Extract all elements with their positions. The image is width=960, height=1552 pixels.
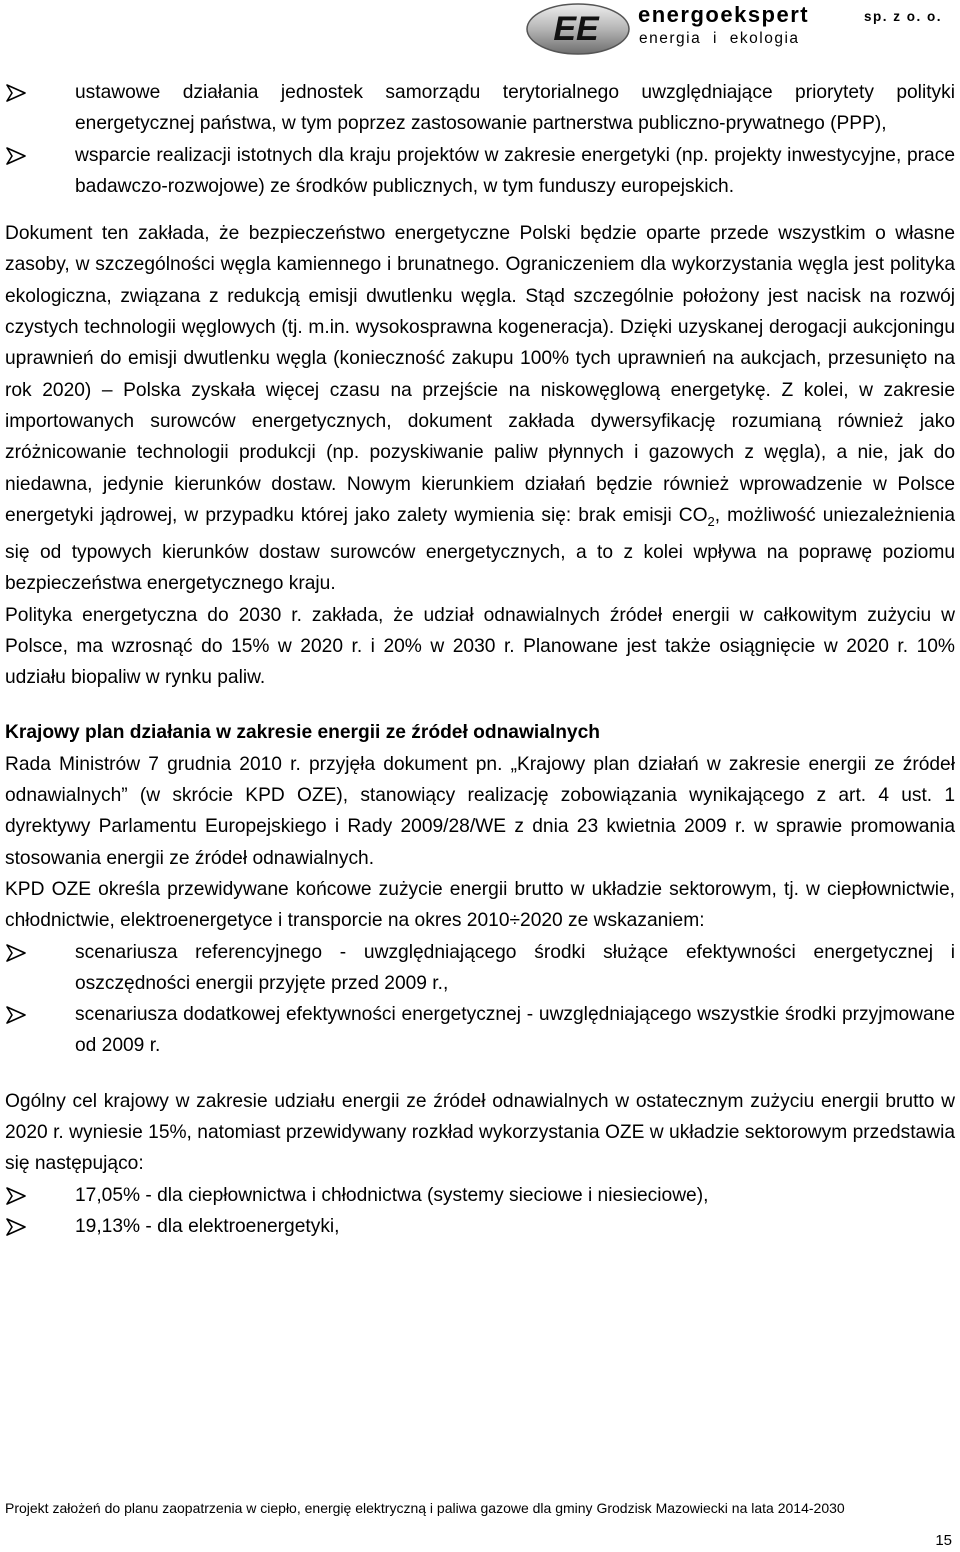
paragraph-kpd-oze: Rada Ministrów 7 grudnia 2010 r. przyjęła dokument pn. „Krajowy plan działań w zakresie energii ze źródeł odnawialnych” (w skrócie KPD OZE), stanowiący realizację zobowiązania wynikającego z art. 4 ust. 1 dyrektywy Parlamentu Europejskiego i Rady 2009/28/WE z dnia 23 kwietnia 2009 r. w sprawie promowania stosowania energii ze źródeł odnawialnych. — [5, 753, 955, 869]
list-item-text: wsparcie realizacji istotnych dla kraju projektów w zakresie energetyki (np. projekty inwestycyjne, prace badawczo-rozwojowe) ze środków publicznych, w tym funduszy europejskich. — [75, 144, 955, 197]
list-item-text: scenariusza referencyjnego - uwzględniającego środki służące efektywności energetycznej i oszczędności energii przyjęte przed 2009 r., — [75, 941, 955, 994]
arrow-bullet-icon — [5, 84, 27, 102]
arrow-bullet-icon — [5, 1218, 27, 1236]
list-item — [5, 140, 955, 203]
paragraph-kpd-scope: KPD OZE określa przewidywane końcowe zużycie energii brutto w układzie sektorowym, tj. w ciepłownictwie, chłodnictwie, elektroenergetyce i transporcie na okres 2010÷2020 ze wskazaniem: — [5, 878, 955, 932]
list-item-text: 19,13% - dla elektroenergetyki, — [75, 1215, 340, 1237]
paragraph-national-target: Ogólny cel krajowy w zakresie udziału energii ze źródeł odnawialnych w ostatecznym zużyciu energii brutto w 2020 r. wyniesie 15%, natomiast przewidywany rozkład wykorzystania OZE w układzie sektorowym przedstawia się następująco: — [5, 1090, 955, 1175]
list-item — [5, 1211, 955, 1242]
energoekspert-logo — [525, 2, 631, 56]
brand-name: energoekspert — [638, 2, 810, 27]
page-number: 15 — [935, 1532, 952, 1549]
document-body — [5, 77, 955, 1242]
footer-document-title: Projekt założeń do planu zaopatrzenia w ciepło, energię elektryczną i paliwa gazowe dla gminy Grodzisk Mazowiecki na lata 2014-2030 — [5, 1500, 845, 1516]
bullet-list-shares — [5, 1180, 955, 1243]
arrow-bullet-icon — [5, 1187, 27, 1205]
logo-text: EE — [553, 10, 599, 48]
arrow-bullet-icon — [5, 147, 27, 165]
list-item — [5, 937, 955, 1000]
paragraph-policy-2030: Polityka energetyczna do 2030 r. zakłada, że udział odnawialnych źródeł energii w całkowitym zużyciu w Polsce, ma wzrosnąć do 15% w 2020 r. i 20% w 2030 r. Planowane jest także osiągnięcie w 2020 r. 10% udziału biopaliw w rynku paliw. — [5, 604, 955, 689]
list-item — [5, 77, 955, 140]
bullet-list-top — [5, 77, 955, 202]
brand-suffix: sp. z o. o. — [864, 9, 943, 24]
section-heading: Krajowy plan działania w zakresie energii ze źródeł odnawialnych — [5, 722, 600, 744]
bullet-list-scenarios — [5, 937, 955, 1062]
list-item — [5, 999, 955, 1062]
paragraph-energy-security: Dokument ten zakłada, że bezpieczeństwo energetyczne Polski będzie oparte przede wszystkim o własne zasoby, w szczególności węgla kamiennego i brunatnego. Ograniczeniem dla wykorzystania węgla jest polityka ekologiczna, związana z redukcją emisji dwutlenku węgla. Stąd szczególnie położony jest nacisk na rozwój czystych technologii węglowych (tj. m.in. wysokosprawna kogeneracja). Dzięki uzyskanej derogacji aukcjoningu uprawnień do emisji dwutlenku węgla (konieczność zakupu 100% tych uprawnień na aukcjach, przesunięto na rok 2020) – Polska zyskała więcej czasu na przejście na niskowęglową energetykę. Z kolei, w zakresie importowanych surowców energetycznych, dokument zakłada dywersyfikację rozumianą również jako zróżnicowanie technologii produkcji (np. pozyskiwanie paliw płynnych i gazowych z węgla), a nie, jak do niedawna, jedynie kierunków dostaw. Nowym kierunkiem działań będzie również wprowadzenie w Polsce energetyki jądrowej, w przypadku której jako zalety wymienia się: brak emisji $CO_2$, możliwość uniezależnienia się od typowych kierunków dostaw surowców energetycznych, a to z kolei wpływa na poprawę poziomu bezpieczeństwa energetycznego kraju. — [5, 223, 955, 595]
list-item-text: ustawowe działania jednostek samorządu terytorialnego uwzględniające priorytety polityki energetycznej państwa, w tym poprzez zastosowanie partnerstwa publiczno-prywatnego (PPP), — [75, 82, 955, 135]
list-item-text: 17,05% - dla ciepłownictwa i chłodnictwa (systemy sieciowe i niesieciowe), — [75, 1184, 709, 1206]
arrow-bullet-icon — [5, 1006, 27, 1024]
brand-tagline: energia i ekologia — [639, 30, 800, 47]
arrow-bullet-icon — [5, 944, 27, 962]
list-item — [5, 1180, 955, 1211]
page-header — [0, 0, 960, 60]
list-item-text: scenariusza dodatkowej efektywności energetycznej - uwzględniającego wszystkie środki przyjmowane od 2009 r. — [75, 1004, 955, 1057]
